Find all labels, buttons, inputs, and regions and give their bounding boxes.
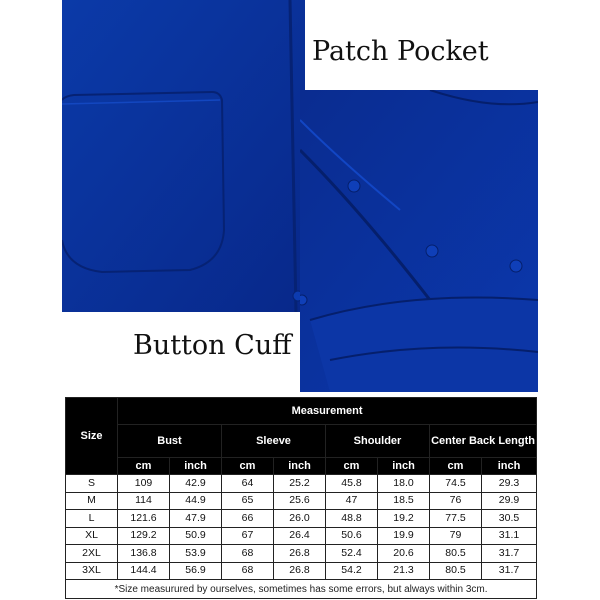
measurement-cell: 54.2: [326, 562, 378, 580]
measurement-cell: 30.5: [482, 510, 537, 528]
measurement-cell: 26.4: [274, 527, 326, 545]
measurement-cell: 26.8: [274, 562, 326, 580]
table-row: [66, 562, 537, 580]
size-cell: 2XL: [66, 545, 118, 563]
table-row: [66, 545, 537, 563]
button-cuff-label: Button Cuff: [133, 330, 292, 361]
size-note: *Size measurured by ourselves, sometimes has some errors, but always within 3cm.: [66, 580, 537, 599]
measurement-cell: 80.5: [430, 545, 482, 563]
measurement-cell: 80.5: [430, 562, 482, 580]
measurement-cell: 68: [222, 562, 274, 580]
measurement-cell: 66: [222, 510, 274, 528]
measurement-cell: 76: [430, 492, 482, 510]
measurement-cell: 65: [222, 492, 274, 510]
unit-header: cm: [430, 458, 482, 475]
measurement-cell: 29.9: [482, 492, 537, 510]
measurement-cell: 74.5: [430, 475, 482, 493]
measurement-cell: 121.6: [118, 510, 170, 528]
size-cell: L: [66, 510, 118, 528]
measurement-cell: 45.8: [326, 475, 378, 493]
table-row: [66, 475, 537, 493]
measurement-cell: 29.3: [482, 475, 537, 493]
measurement-cell: 44.9: [170, 492, 222, 510]
measurement-cell: 77.5: [430, 510, 482, 528]
measurement-cell: 18.5: [378, 492, 430, 510]
measurement-cell: 53.9: [170, 545, 222, 563]
measurement-cell: 48.8: [326, 510, 378, 528]
table-row: [66, 510, 537, 528]
size-cell: XL: [66, 527, 118, 545]
measurement-cell: 79: [430, 527, 482, 545]
measurement-cell: 47.9: [170, 510, 222, 528]
measurement-cell: 31.7: [482, 562, 537, 580]
measurement-cell: 31.7: [482, 545, 537, 563]
measurement-cell: 129.2: [118, 527, 170, 545]
size-column-header: Size: [66, 398, 118, 475]
size-cell: S: [66, 475, 118, 493]
size-cell: 3XL: [66, 562, 118, 580]
measurement-cell: 144.4: [118, 562, 170, 580]
measurement-cell: 109: [118, 475, 170, 493]
size-chart-table: [65, 397, 537, 599]
measurement-cell: 52.4: [326, 545, 378, 563]
bust-header: Bust: [118, 425, 222, 458]
measurement-cell: 26.8: [274, 545, 326, 563]
measurement-cell: 136.8: [118, 545, 170, 563]
unit-header: inch: [170, 458, 222, 475]
measurement-cell: 20.6: [378, 545, 430, 563]
measurement-cell: 67: [222, 527, 274, 545]
sleeve-button-icon: [300, 295, 307, 305]
measurement-cell: 25.2: [274, 475, 326, 493]
unit-header: inch: [274, 458, 326, 475]
measurement-cell: 26.0: [274, 510, 326, 528]
patch-pocket-illustration: [62, 0, 305, 312]
measurement-header: Measurement: [118, 398, 537, 425]
cuff-button-icon: [510, 260, 522, 272]
patch-pocket-photo: [62, 0, 305, 312]
measurement-cell: 31.1: [482, 527, 537, 545]
measurement-cell: 47: [326, 492, 378, 510]
unit-header: cm: [118, 458, 170, 475]
measurement-cell: 114: [118, 492, 170, 510]
table-row: [66, 492, 537, 510]
center-back-length-header: Center Back Length: [430, 425, 537, 458]
measurement-cell: 25.6: [274, 492, 326, 510]
measurement-cell: 68: [222, 545, 274, 563]
button-cuff-photo: [300, 90, 538, 392]
measurement-cell: 18.0: [378, 475, 430, 493]
unit-header: cm: [326, 458, 378, 475]
measurement-cell: 50.6: [326, 527, 378, 545]
unit-header: inch: [482, 458, 537, 475]
measurement-cell: 19.9: [378, 527, 430, 545]
unit-header: cm: [222, 458, 274, 475]
measurement-cell: 42.9: [170, 475, 222, 493]
placket-button-icon: [348, 180, 360, 192]
placket-button-icon: [426, 245, 438, 257]
unit-header: inch: [378, 458, 430, 475]
button-cuff-illustration: [300, 90, 538, 392]
measurement-cell: 21.3: [378, 562, 430, 580]
measurement-cell: 56.9: [170, 562, 222, 580]
table-row: [66, 527, 537, 545]
shoulder-header: Shoulder: [326, 425, 430, 458]
size-cell: M: [66, 492, 118, 510]
size-rows: [66, 475, 537, 580]
measurement-cell: 50.9: [170, 527, 222, 545]
sleeve-header: Sleeve: [222, 425, 326, 458]
patch-pocket-label: Patch Pocket: [312, 36, 489, 67]
measurement-cell: 19.2: [378, 510, 430, 528]
measurement-cell: 64: [222, 475, 274, 493]
